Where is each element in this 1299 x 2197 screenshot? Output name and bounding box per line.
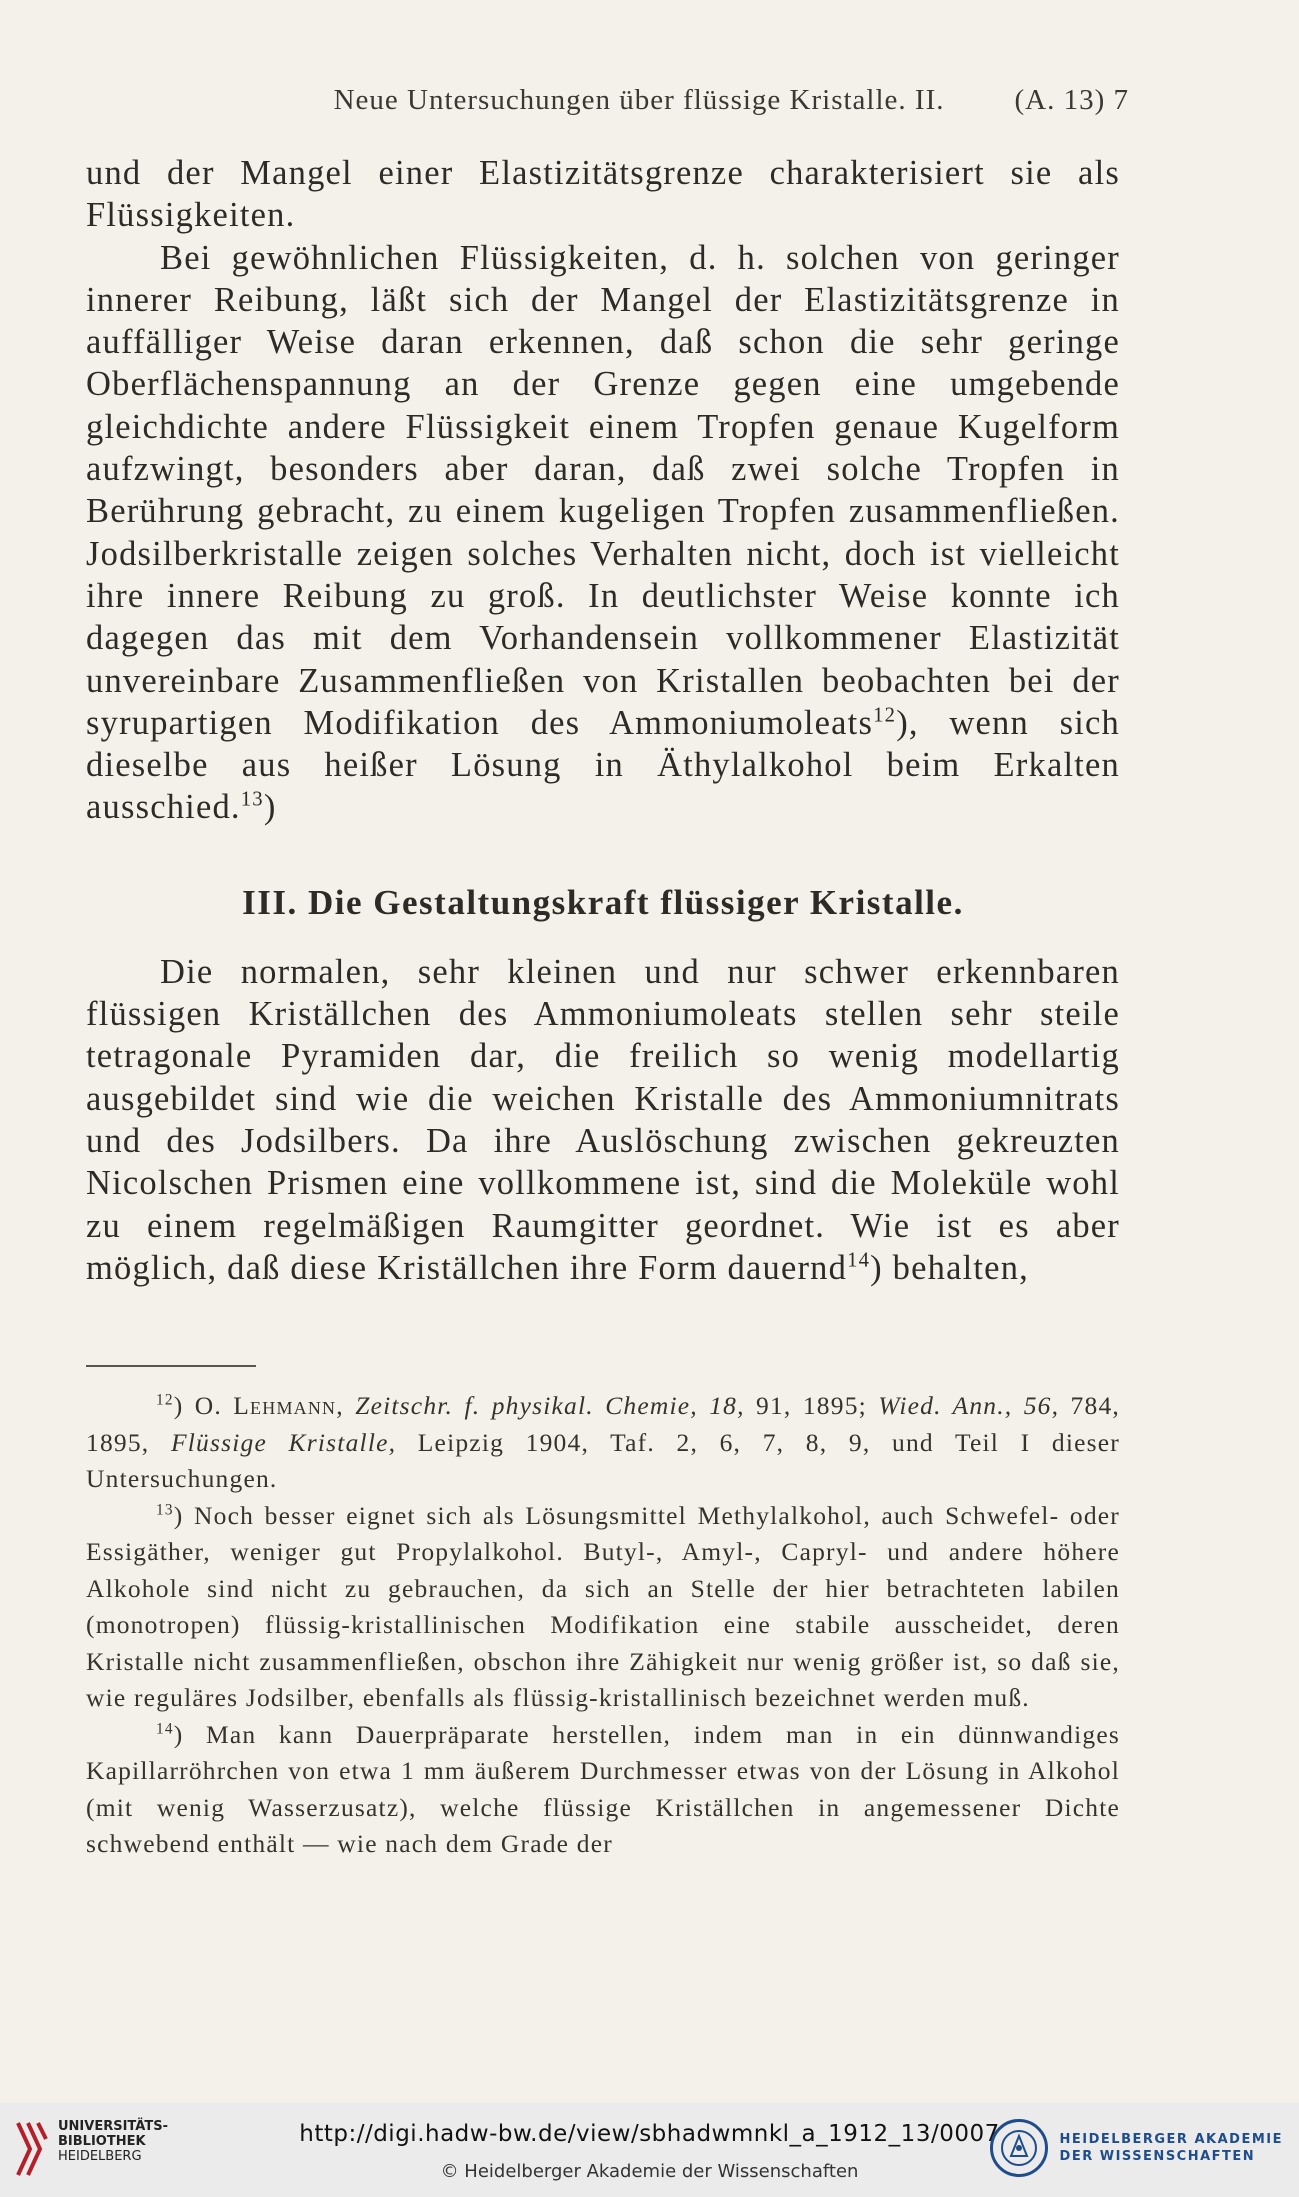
main-text <box>86 152 1120 1289</box>
academy-logo-text <box>1060 2131 1283 2165</box>
footnote-14-text: ) Man kann Dauerpräparate herstellen, indem man in ein dünnwandiges Kapillarröhrchen von etwa 1 mm äußerem Durchmesser etwas von der Lösung in Alkohol (mit wenig Wasserzusatz), welche flüssige Kriställchen in angemessener Dichte schwebend enthält — wie nach dem Grade der <box>86 1719 1120 1858</box>
academy-logo-line-2: DER WISSENSCHAFTEN <box>1059 2149 1256 2164</box>
paragraph-1 <box>86 152 1120 237</box>
running-head-title: Neue Untersuchungen über flüssige Kristalle. II. <box>333 84 945 116</box>
footnote-12-wied: Wied. Ann., 56, <box>878 1391 1060 1420</box>
footnote-12-rest: Leipzig 1904, Taf. 2, 6, 7, 8, 9, und Teil I dieser Untersuchungen. <box>86 1427 1120 1493</box>
footnote-14 <box>86 1717 1120 1863</box>
footnote-12-book: Flüssige Kristalle, <box>170 1427 397 1457</box>
footnote-12-text: ) O. <box>173 1391 234 1420</box>
footnote-13-number: 13 <box>156 1501 174 1518</box>
footnote-12-journal: Zeitschr. f. physikal. Chemie, 18, <box>355 1391 745 1420</box>
ub-logo-line-1: UNIVERSITÄTS- <box>58 2119 168 2134</box>
section-heading: III. Die Gestaltungskraft flüssiger Kristalle. <box>242 882 964 922</box>
footnote-13 <box>86 1498 1120 1717</box>
footnote-12-author: Lehmann <box>233 1391 337 1420</box>
paragraph-2 <box>86 237 1120 829</box>
paragraph-1-text: und der Mangel einer Elastizitätsgrenze charakterisiert sie als Flüssigkeiten. <box>86 154 1120 235</box>
footnote-ref-12: 12 <box>873 704 897 727</box>
footnote-12-sep: , <box>336 1391 356 1420</box>
paragraph-2-text: Bei gewöhnlichen Flüssigkeiten, d. h. solchen von geringer innerer Reibung, läßt sich der Mangel der Elastizitätsgrenze in auffälliger Weise daran erkennen, daß schon die sehr geringe Oberflächenspannung an der Grenze gegen eine umgebende gleichdichte andere Flüssigkeit einem Tropfen genaue Kugelform aufzwingt, besonders aber daran, daß zwei solche Tropfen in Berührung gebracht, zu einem kugeligen Tropfen zusammenfließen. Jodsilberkristalle zeigen solches Verhalten nicht, doch ist vielleicht ihre innere Reibung zu groß. In deutlichster Weise konnte ich dagegen das mit dem Vorhandensein vollkommener Elastizität unvereinbare Zusammenfließen von Kristallen beobachten bei der syrupartigen Modifikation des Ammoniumoleats <box>86 238 1120 742</box>
footnote-12-pages-2: 784, 1895, <box>86 1391 1120 1457</box>
paragraph-2-close: ) <box>263 788 277 827</box>
paragraph-3-text-cont: ) behalten, <box>870 1248 1029 1287</box>
footnote-ref-13: 13 <box>240 788 264 811</box>
academy-logo[interactable] <box>990 2119 1283 2177</box>
footnote-13-text: ) Noch besser eignet sich als Lösungsmittel Methylalkohol, auch Schwefel- oder Essigäther, weniger gut Propylalkohol. Butyl-, Amyl-, Capryl- und andere höhere Alkohole sind nicht zu gebrauchen, da sich an Stelle der hier betrachteten labilen (monotropen) flüssig-kristallinischen Modifikation eine stabile ausscheidet, deren Kristalle nicht zusammenfließen, obschon ihre Zähigkeit nur wenig größer ist, so daß sie, wie reguläres Jodsilber, ebenfalls als flüssig-kristallinisch bezeichnet werden muß. <box>86 1500 1120 1712</box>
paragraph-2-text-cont: ), wenn sich dieselbe aus heißer Lösung in Äthylalkohol beim Erkalten ausschied. <box>86 703 1120 827</box>
ub-logo-line-3: HEIDELBERG <box>58 2149 142 2164</box>
footnote-12-number: 12 <box>156 1391 174 1409</box>
paragraph-3-text: Die normalen, sehr kleinen und nur schwer erkennbaren flüssigen Kriställchen des Ammoniumoleats stellen sehr steile tetragonale Pyramiden dar, die freilich so wenig modellartig ausgebildet sind wie die weichen Kristalle des Ammoniumnitrats und des Jodsilbers. Da ihre Auslöschung zwischen gekreuzten Nicolschen Prismen eine vollkommene ist, sind die Moleküle wohl zu einem regelmäßigen Raumgitter geordnet. Wie ist es aber möglich, daß diese Kriställchen ihre Form dauernd <box>86 952 1120 1287</box>
viewer-footer <box>0 2103 1299 2197</box>
academy-logo-line-1: HEIDELBERGER AKADEMIE <box>1059 2132 1283 2147</box>
footnote-ref-14: 14 <box>847 1249 871 1272</box>
footnotes <box>86 1388 1120 1863</box>
footnote-14-number: 14 <box>156 1720 174 1737</box>
copyright-text: © Heidelberger Akademie der Wissenschaften <box>440 2161 859 2182</box>
paragraph-3 <box>86 951 1120 1289</box>
page-reference: (A. 13) 7 <box>1014 84 1129 116</box>
footnote-divider <box>86 1365 256 1367</box>
academy-seal-icon <box>990 2119 1048 2177</box>
ub-logo-line-2: BIBLIOTHEK <box>58 2134 146 2149</box>
running-head <box>86 84 1129 136</box>
footnote-12-pages: 91, 1895; <box>744 1391 879 1420</box>
page-url-link[interactable]: http://digi.hadw-bw.de/view/sbhadwmnkl_a_1912_13/0007 <box>299 2121 1000 2147</box>
footnote-12 <box>86 1388 1120 1498</box>
